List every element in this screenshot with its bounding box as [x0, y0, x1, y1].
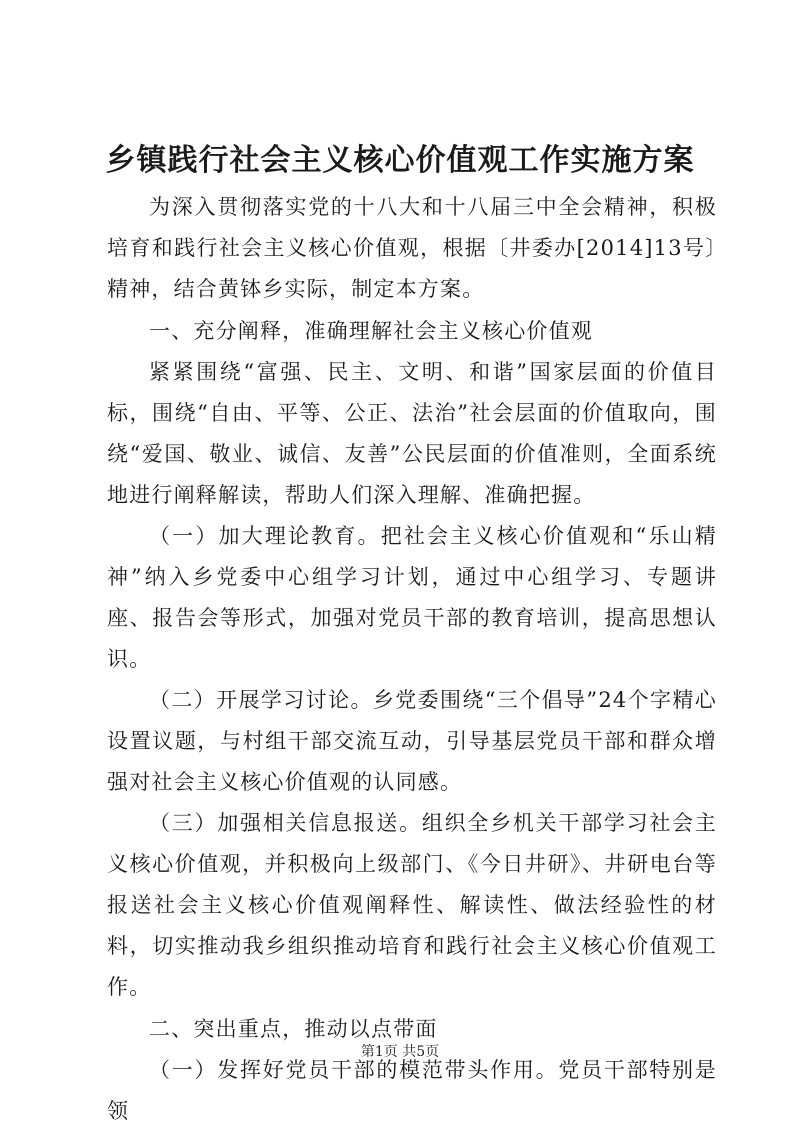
- document-title: 乡镇践行社会主义核心价值观工作实施方案: [105, 143, 695, 178]
- paragraph-item-1-2: （二）开展学习讨论。乡党委围绕“三个倡导”24个字精心设置议题，与村组干部交流互动，引导基层党员干部和群众增强对社会主义核心价值观的认同感。: [107, 688, 717, 794]
- paragraph-item-1-3: （三）加强相关信息报送。组织全乡机关干部学习社会主义核心价值观，并积极向上级部门、《今日井研》、井研电台等报送社会主义核心价值观阐释性、解读性、做法经验性的材料，切实推动我乡组织推动培育和践行社会主义核心价值观工作。: [107, 811, 717, 999]
- paragraph-intro: 为深入贯彻落实党的十八大和十八届三中全会精神，积极培育和践行社会主义核心价值观，根据〔井委办[2014]13号〕精神，结合黄钵乡实际，制定本方案。: [107, 195, 717, 301]
- section-heading-1: 一、充分阐释，准确理解社会主义核心价值观: [149, 319, 593, 343]
- paragraph-section-1-summary: 紧紧围绕“富强、民主、文明、和谐”国家层面的价值目标，围绕“自由、平等、公正、法治”社会层面的价值取向，围绕“爱国、敬业、诚信、友善”公民层面的价值准则，全面系统地进行阐释解读，帮助人们深入理解、准确把握。: [107, 360, 717, 507]
- section-heading-2: 二、突出重点，推动以点带面: [149, 1017, 438, 1041]
- paragraph-item-2-1: （一）发挥好党员干部的模范带头作用。党员干部特别是领: [107, 1058, 717, 1123]
- paragraph-item-1-1: （一）加大理论教育。把社会主义核心价值观和“乐山精神”纳入乡党委中心组学习计划，通过中心组学习、专题讲座、报告会等形式，加强对党员干部的教育培训，提高思想认识。: [107, 524, 717, 671]
- page-number-footer: 第1页 共5页: [360, 1044, 440, 1060]
- document-body: [107, 187, 717, 1132]
